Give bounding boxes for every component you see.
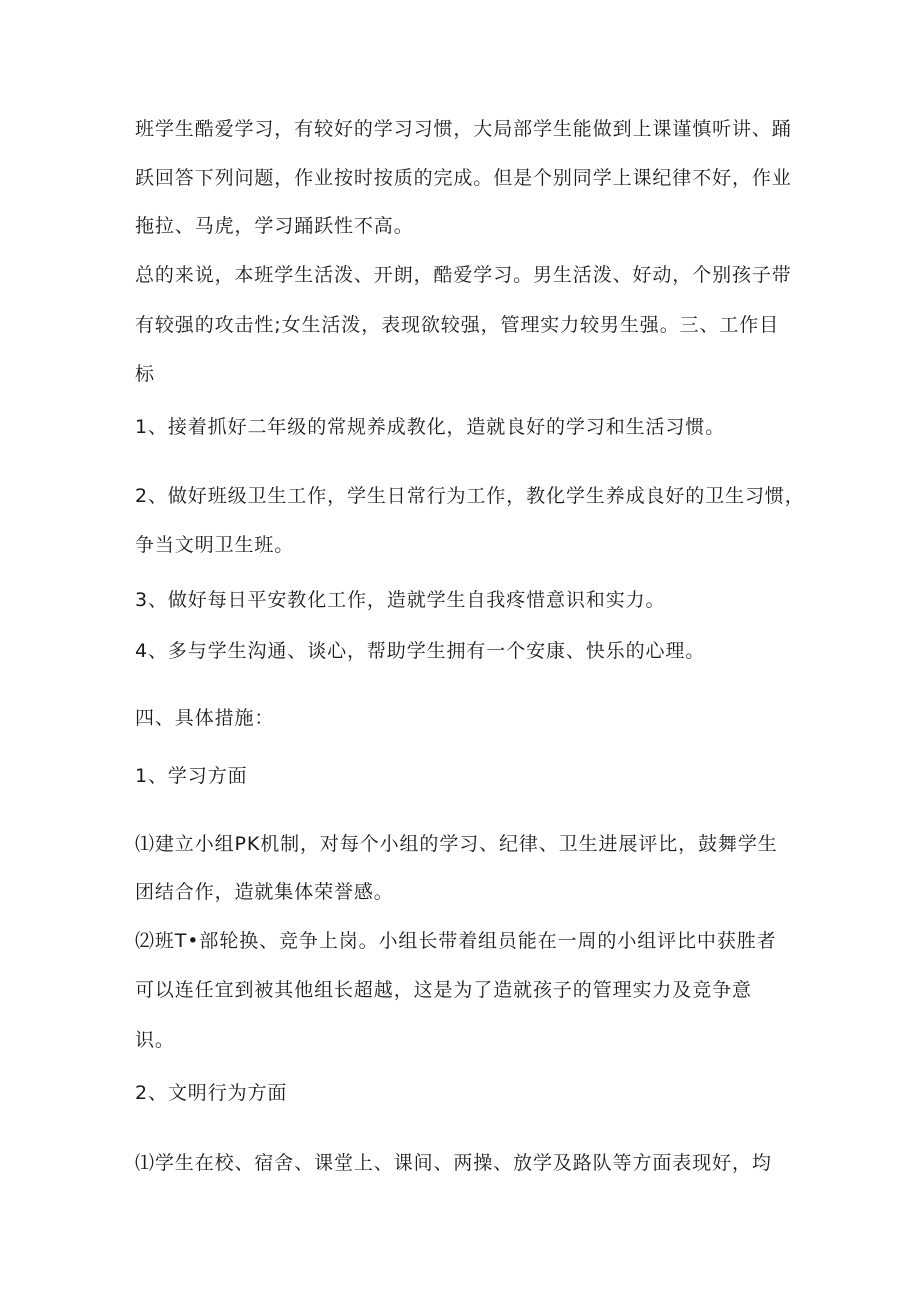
text-line: ⑵班T•部轮换、竞争上岗。小组长带着组员能在一周的小组评比中获胜者 bbox=[135, 930, 777, 952]
text-line: 标 bbox=[135, 363, 155, 385]
text-line: 班学生酷爱学习，有较好的学习习惯，大局部学生能做到上课谨慎听讲、踊 bbox=[135, 118, 792, 140]
text-line: 总的来说，本班学生活泼、开朗，酷爱学习。男生活泼、好动，个别孩子带 bbox=[135, 264, 792, 286]
text-line: ⑴建立小组PK机制，对每个小组的学习、纪律、卫生进展评比，鼓舞学生 bbox=[135, 833, 778, 855]
text-line: 四、具体措施： bbox=[135, 707, 275, 729]
text-line: 1、接着抓好二年级的常规养成教化，造就良好的学习和生活习惯。 bbox=[135, 416, 726, 438]
text-line: 跃回答下列问题，作业按时按质的完成。但是个别同学上课纪律不好，作业 bbox=[135, 167, 792, 189]
text-line: 团结合作，造就集体荣誉感。 bbox=[135, 881, 394, 903]
text-line: 可以连任宜到被其他组长超越，这是为了造就孩子的管理实力及竞争意 bbox=[135, 979, 752, 1001]
text-line: 3、做好每日平安教化工作，造就学生自我疼惜意识和实力。 bbox=[135, 589, 666, 611]
text-line: 2、文明行为方面 bbox=[135, 1082, 288, 1104]
text-line: 2、做好班级卫生工作，学生日常行为工作，教化学生养成良好的卫生习惯， bbox=[135, 485, 805, 507]
text-line: 有较强的攻击性;女生活泼，表现欲较强，管理实力较男生强。三、工作目 bbox=[135, 314, 780, 336]
text-line: 识。 bbox=[135, 1029, 175, 1051]
text-line: ⑴学生在校、宿舍、课堂上、课间、两操、放学及路队等方面表现好，均 bbox=[135, 1152, 772, 1174]
text-line: 拖拉、马虎，学习踊跃性不高。 bbox=[135, 215, 414, 237]
text-line: 1、学习方面 bbox=[135, 765, 248, 787]
text-line: 争当文明卫生班。 bbox=[135, 534, 295, 556]
text-line: 4、多与学生沟通、谈心，帮助学生拥有一个安康、快乐的心理。 bbox=[135, 640, 706, 662]
